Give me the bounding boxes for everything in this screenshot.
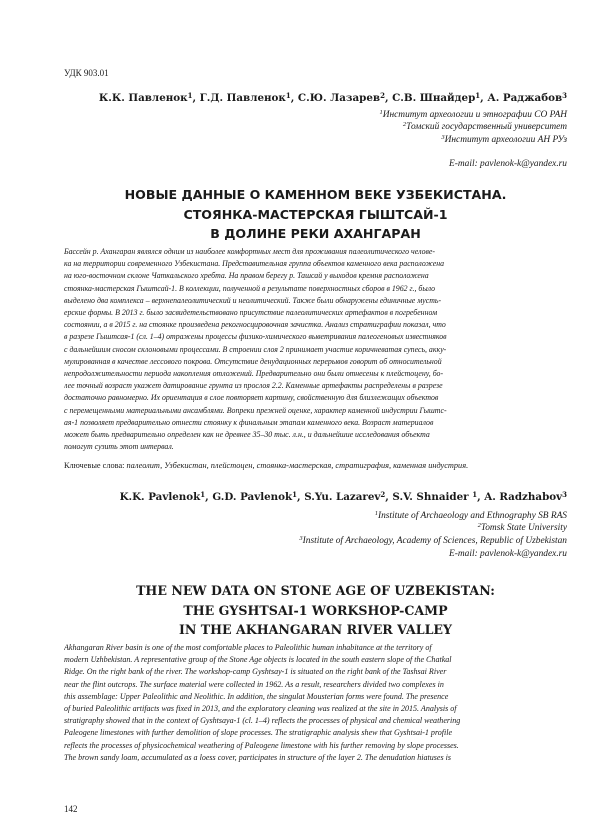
affiliation-mark: 3: [441, 133, 445, 141]
abstract-line: near the flint outcrops. The surface material were collected in 1962. As a result, researchers divided two complexes in: [64, 679, 444, 689]
author-affiliation-mark: 3: [562, 91, 567, 100]
title-line: В ДОЛИНЕ РЕКИ АХАНГАРАН: [210, 226, 421, 241]
en-affiliations: [64, 510, 567, 547]
affiliation-mark: 2: [402, 121, 407, 129]
abstract-line: помогут сузить этот интервал.: [64, 442, 174, 452]
author-separator: ,: [480, 92, 488, 104]
title-line: THE NEW DATA ON STONE AGE OF UZBEKISTAN:: [136, 583, 495, 598]
abstract-line: в разрезе Гыштсая-1 (сл. 1–4) отражены процессы физико-химического выветривания палеогеновых известняков: [64, 332, 447, 342]
udk-code: УДК 903.01: [64, 68, 109, 78]
affiliation-mark: 1: [379, 109, 383, 116]
abstract-line: of buried Paleolithic artifacts was fixed in 2013, and the exploratory cleaning was realized at the site in 2015. Analysis of: [64, 704, 457, 714]
ru-affiliations: [64, 109, 567, 146]
affiliation-text: Institute of Archaeology, Academy of Sciences, Republic of Uzbekistan: [302, 535, 567, 546]
title-line: СТОЯНКА-МАСТЕРСКАЯ ГЫШТСАЙ-1: [183, 206, 448, 222]
abstract-line: с перемещенными материальными ансамблями. Вопреки прежней оценке, характер каменной индустрии Гыштс-: [64, 405, 447, 415]
abstract-line: на юго-восточном склоне Чаткальского хребта. На правом берегу р. Ташсай у выходов кремня расположена: [64, 271, 429, 281]
author-separator: ,: [297, 491, 305, 503]
affiliation-text: Томский государственный университет: [406, 122, 567, 133]
author-affiliation-mark: 3: [562, 490, 567, 499]
abstract-line: ерские формы. В 2013 г. было засвидетельствовано присутствие палеолитических артефактов в погребенном: [64, 308, 438, 318]
author-separator: ,: [192, 92, 200, 104]
author-separator: ,: [385, 491, 393, 503]
abstract-line: Akhangaran River basin is one of the most comfortable places to Paleolithic human inhabitance at the territory of: [64, 643, 432, 652]
affiliation-line: [64, 134, 567, 146]
abstract-line: Ridge. On the right bank of the river. The workshop-camp Gyshtsay-1 is situated on the right bank of the Tashsai River: [64, 667, 447, 677]
author-affiliation-mark: 1: [187, 91, 193, 100]
author-name: A. Radzhabov: [484, 491, 563, 503]
affiliation-line: [64, 535, 567, 547]
affiliation-line: [64, 522, 567, 534]
ru-authors: [64, 92, 567, 104]
author-separator: ,: [290, 92, 298, 104]
en-email: E-mail: pavlenok-k@yandex.ru: [449, 549, 567, 559]
author-name: Г.Д. Павленок: [199, 92, 286, 104]
title-line: THE GYSHTSAI-1 WORKSHOP-CAMP: [183, 602, 448, 618]
abstract-line: Paleogene limestones with further demolition of slope processes. The stratigraphic analysis shew that Gyshtsai-1 profile: [64, 728, 453, 738]
abstract-line: ка на территории современного Узбекистана. Представительная группа объектов каменного века расположена: [64, 259, 445, 269]
abstract-line: ая-1 позволяет предварительно отнести стоянку к финальным этапам каменного века. Возраст материалов: [64, 417, 434, 427]
author-affiliation-mark: 1: [292, 490, 298, 499]
abstract-line: лее точный возраст укажет датирование грунта из прослоя 2.2. Каменные артефакты распределены в разрезе: [64, 381, 443, 391]
abstract-line: The brown sandy loam, accumulated as a loess cover, participates in structure of the layer 2. The denudation hiatuses is: [64, 752, 451, 762]
en-abstract: [64, 642, 567, 764]
author-affiliation-mark: 2: [380, 490, 386, 499]
affiliation-line: [64, 109, 567, 121]
title-line: IN THE AKHANGARAN RIVER VALLEY: [178, 622, 453, 637]
en-article-title: [64, 581, 567, 640]
affiliation-mark: 2: [477, 522, 481, 530]
author-affiliation-mark: 2: [380, 91, 385, 100]
author-name: G.D. Pavlenok: [212, 491, 293, 503]
abstract-line: this assemblage: Upper Paleolithic and Neolithic. In addition, the singulat Mousterian forms were found. The presence: [64, 691, 449, 701]
affiliation-text: Tomsk State University: [480, 523, 567, 534]
affiliation-mark: 1: [374, 510, 378, 517]
abstract-line: с дальнейшим сносом склоновыми процессами. В строении слоя 2 принимает участие коричневатая супесь, акку-: [64, 344, 447, 354]
author-name: А. Раджабов: [487, 92, 563, 104]
affiliation-line: [64, 510, 567, 522]
abstract-line: выделено два комплекса – верхнепалеолитический и неолитический. Также были обнаружены единичные мусть-: [64, 295, 442, 305]
ru-keywords: [64, 461, 584, 470]
author-name: С.Ю. Лазарев: [297, 92, 381, 104]
affiliation-line: [64, 121, 567, 133]
abstract-line: состоянии, а в 2015 г. на стоянке произведена рекогносцировочная зачистка. Анализ стратиграфии показал, что: [64, 320, 446, 330]
title-line: НОВЫЕ ДАННЫЕ О КАМЕННОМ ВЕКЕ УЗБЕКИСТАНА.: [124, 187, 507, 202]
author-separator: ,: [477, 491, 485, 503]
abstract-line: stratigraphy showed that in the context of Gyshtsaya-1 (cl. 1–4) reflects the processes of physical and chemical weathering: [64, 716, 461, 726]
author-affiliation-mark: 1: [200, 490, 206, 499]
keywords-label: Ключевые слова:: [64, 461, 125, 470]
author-affiliation-mark: 1: [475, 91, 481, 100]
keywords-text: палеолит, Узбекистан, плейстоцен, стоянка-мастерская, стратиграфия, каменная индустрия.: [126, 461, 469, 470]
author-name: S.V. Shnaider: [392, 491, 473, 503]
affiliation-text: Институт археологии АН РУз: [444, 134, 567, 145]
abstract-line: modern Uzhbekistan. A representative group of the Stone Age objects is located in the south eastern slope of the Chatkal: [64, 655, 452, 665]
author-name: S.Yu. Lazarev: [304, 491, 381, 503]
page-number: 142: [64, 804, 78, 814]
abstract-line: Бассейн р. Ахангаран являлся одним из наиболее комфортных мест для проживания палеолитического челове-: [64, 247, 436, 256]
author-affiliation-mark: 1: [472, 490, 478, 499]
author-name: К.К. Павленок: [98, 92, 188, 104]
abstract-line: reflects the processes of physicochemical weathering of Paleogene limestone with his further removing by slope processes.: [64, 740, 459, 750]
author-name: K.K. Pavlenok: [119, 491, 201, 503]
author-separator: ,: [205, 491, 213, 503]
abstract-line: может быть предварительно определен как не древнее 35–30 тыс. л.н., и дальнейшие исследования объекта: [64, 430, 430, 440]
author-name: С.В. Шнайдер: [392, 92, 476, 104]
en-authors: [64, 491, 567, 503]
affiliation-text: Институт археологии и этнографии СО РАН: [382, 110, 567, 120]
author-affiliation-mark: 1: [285, 91, 291, 100]
ru-email: E-mail: pavlenok-k@yandex.ru: [449, 159, 567, 169]
abstract-line: достаточно равномерно. Их ориентация в слое повторяет картину, свойственную для близлежащих объектов: [64, 393, 439, 403]
ru-article-title: [64, 185, 567, 244]
author-separator: ,: [384, 92, 393, 104]
abstract-line: мулированная в качестве лессового покрова. Отсутствие денудационных перерывов говорит об относительной: [64, 356, 442, 366]
abstract-line: стоянка-мастерская Гыштсай-1. В коллекции, полученной в результате поверхностных сборов в 1962 г., было: [64, 283, 436, 293]
ru-abstract: [64, 246, 567, 453]
abstract-line: непродолжительности периода накопления отложений. Предварительно они были отнесены к плейстоцену, бо-: [64, 369, 444, 379]
affiliation-text: Institute of Archaeology and Ethnography SB RAS: [377, 511, 567, 521]
affiliation-mark: 3: [299, 534, 303, 542]
